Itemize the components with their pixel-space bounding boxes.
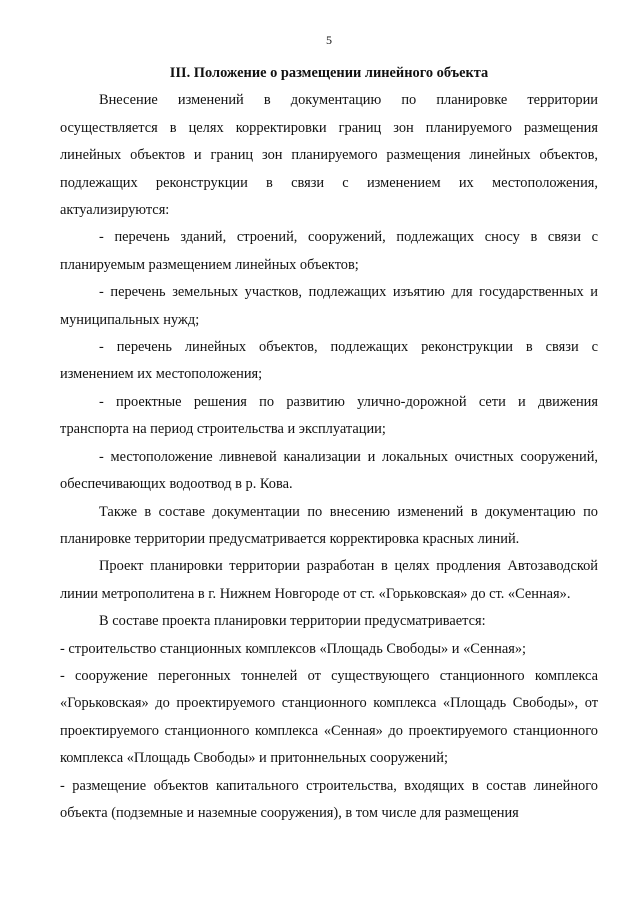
list-item: - местоположение ливневой канализации и локальных очистных сооружений, обеспечивающих водоотвод в р. Кова. — [60, 448, 598, 493]
paragraph: В составе проекта планировки территории предусматривается: — [99, 613, 486, 630]
paragraph: Проект планировки территории разработан в целях продления Автозаводской линии метрополитена в г. Нижнем Новгороде от ст. «Горьковская» до ст. «Сенная». — [60, 558, 598, 602]
list-item: - размещение объектов капитального строительства, входящих в состав линейного объекта (подземные и наземные сооружения), в том числе для размещения — [60, 777, 598, 821]
list-item: - перечень линейных объектов, подлежащих реконструкции в связи с изменением их местоположения; — [60, 339, 598, 383]
paragraph: Внесение изменений в документацию по планировке территории осуществляется в целях корректировки границ зон планируемого размещения линейных объектов и границ зон планируемого размещения линейных объектов, подлежащих реконструкции в связи с изменением их местоположения, актуализируются: — [60, 92, 598, 219]
list-item: - строительство станционных комплексов «Площадь Свободы» и «Сенная»; — [60, 640, 527, 657]
document-page — [60, 30, 598, 827]
list-item: - проектные решения по развитию улично-дорожной сети и движения транспорта на период строительства и эксплуатации; — [60, 393, 598, 438]
list-item: - сооружение перегонных тоннелей от существующего станционного комплекса «Горьковская» до проектируемого станционного комплекса «Площадь Свободы», от проектируемого станционного комплекса «Сенная» до проектируемого станционного комплекса «Площадь Свободы» и притоннельных сооружений; — [60, 667, 598, 767]
list-item: - перечень зданий, строений, сооружений, подлежащих сносу в связи с планируемым размещением линейных объектов; — [60, 229, 598, 273]
section-heading: III. Положение о размещении линейного объекта — [169, 65, 489, 81]
list-item: - перечень земельных участков, подлежащих изъятию для государственных и муниципальных нужд; — [60, 284, 598, 328]
page-number: 5 — [326, 33, 332, 47]
paragraph: Также в составе документации по внесению изменений в документацию по планировке территории предусматривается корректировка красных линий. — [60, 503, 598, 547]
